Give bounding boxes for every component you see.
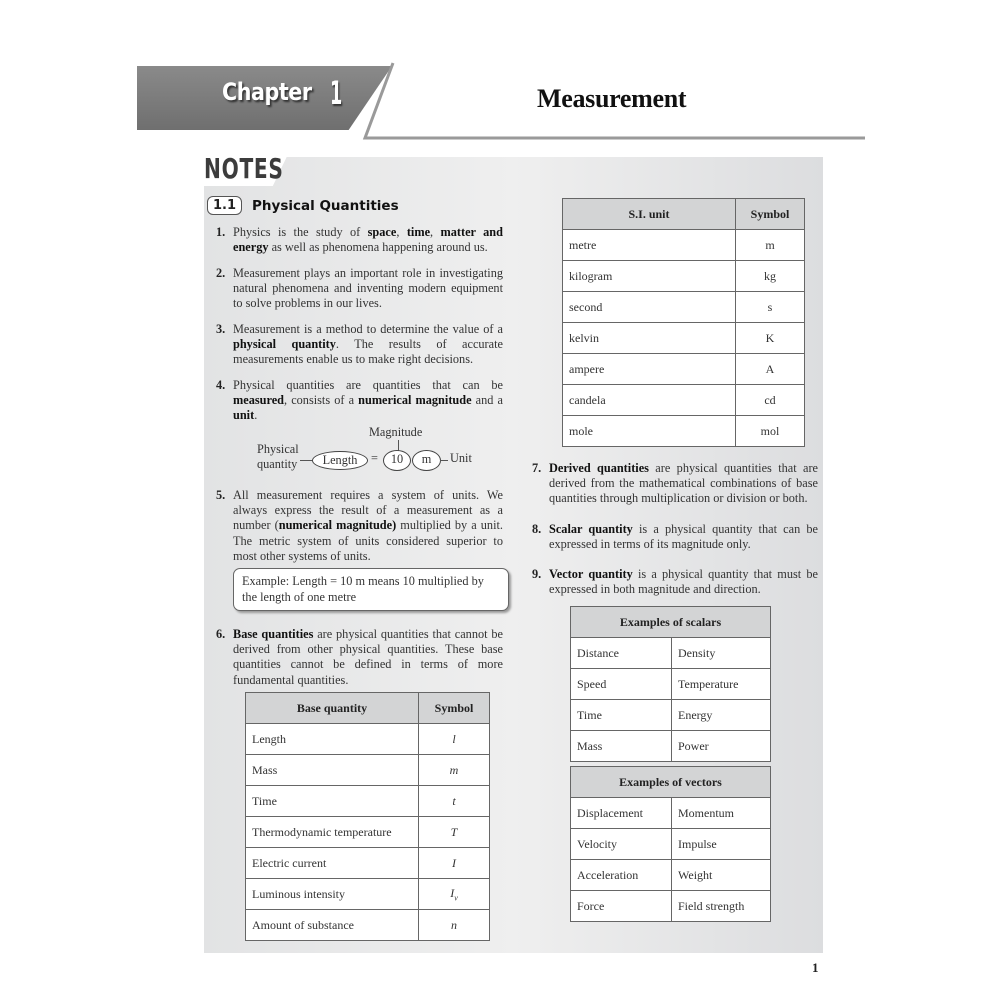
table-row — [246, 848, 490, 879]
table-cell: Mass — [246, 755, 419, 786]
quantity-oval: Length — [312, 451, 368, 470]
table-row — [571, 891, 771, 922]
table-cell: Luminous intensity — [246, 879, 419, 910]
table-row — [571, 638, 771, 669]
table-header: S.I. unit — [563, 199, 736, 230]
table-row — [246, 786, 490, 817]
table-row — [571, 829, 771, 860]
table-cell: Mass — [571, 731, 672, 762]
notes-title: NOTES — [204, 152, 284, 185]
magnitude-label: Magnitude — [369, 425, 423, 439]
physical-quantity-diagram — [255, 425, 495, 475]
chapter-number: 1 — [330, 74, 343, 112]
unit-oval: m — [412, 450, 441, 471]
table-cell: A — [736, 354, 805, 385]
chapter-title: Measurement — [537, 84, 687, 113]
table-cell: Momentum — [672, 798, 771, 829]
table-row — [571, 669, 771, 700]
table-cell: Power — [672, 731, 771, 762]
table-row — [571, 731, 771, 762]
table-header: Symbol — [736, 199, 805, 230]
table-cell: Density — [672, 638, 771, 669]
table-cell: T — [419, 817, 490, 848]
note-item: 2. Measurement plays an important role in investigating natural phenomena and inventing modern equipment to solve problems in our lives. — [216, 266, 503, 311]
table-cell: mole — [563, 416, 736, 447]
table-cell: Speed — [571, 669, 672, 700]
quantity-pointer — [300, 460, 312, 461]
table-cell: Temperature — [672, 669, 771, 700]
equals-sign: = — [371, 451, 378, 465]
table-cell: Energy — [672, 700, 771, 731]
physical-quantity-label: Physical quantity — [257, 442, 299, 471]
table-cell: l — [419, 724, 490, 755]
table-cell: kelvin — [563, 323, 736, 354]
table-cell: m — [736, 230, 805, 261]
table-header-row — [571, 607, 771, 638]
table-cell: Force — [571, 891, 672, 922]
unit-pointer — [440, 460, 448, 461]
si-unit-table — [562, 198, 805, 447]
note-item: 3. Measurement is a method to determine the value of a physical quantity. The results of accurate measurements enable us to make right decisions. — [216, 322, 503, 367]
value-oval: 10 — [383, 450, 411, 471]
table-cell: Displacement — [571, 798, 672, 829]
table-header: Examples of vectors — [571, 767, 771, 798]
table-header-row — [571, 767, 771, 798]
table-cell: metre — [563, 230, 736, 261]
table-row — [563, 385, 805, 416]
table-cell: Weight — [672, 860, 771, 891]
table-cell: second — [563, 292, 736, 323]
table-cell: Impulse — [672, 829, 771, 860]
base-quantity-table — [245, 692, 490, 941]
table-cell: Distance — [571, 638, 672, 669]
section-number: 1.1 — [207, 196, 242, 215]
table-row — [246, 817, 490, 848]
table-row — [571, 860, 771, 891]
section-heading — [207, 196, 399, 215]
table-cell: mol — [736, 416, 805, 447]
note-item: 5. All measurement requires a system of units. We always express the result of a measurement as a number (numerical magnitude) multiplied by a unit. The metric system of units considered superior to most other systems of units. — [216, 488, 503, 563]
chapter-banner — [137, 62, 865, 140]
table-cell: kg — [736, 261, 805, 292]
table-cell: n — [419, 910, 490, 941]
table-row — [563, 292, 805, 323]
table-cell: K — [736, 323, 805, 354]
note-item: 4. Physical quantities are quantities that can be measured, consists of a numerical magnitude and a unit. — [216, 378, 503, 423]
table-cell: s — [736, 292, 805, 323]
table-header: Symbol — [419, 693, 490, 724]
note-item: 7. Derived quantities are physical quantities that are derived from the mathematical combinations of base quantities through multiplication or division or both. — [532, 461, 818, 506]
table-row — [571, 798, 771, 829]
table-cell: cd — [736, 385, 805, 416]
table-row — [563, 416, 805, 447]
table-cell: $I_v$ — [419, 879, 490, 910]
table-row — [571, 700, 771, 731]
table-cell: kilogram — [563, 261, 736, 292]
chapter-label: Chapter — [222, 78, 312, 106]
example-box: Example: Length = 10 m means 10 multiplied by the length of one metre — [233, 568, 509, 611]
table-header: Base quantity — [246, 693, 419, 724]
table-cell: Amount of substance — [246, 910, 419, 941]
table-row — [246, 879, 490, 910]
table-row — [246, 755, 490, 786]
table-cell: Acceleration — [571, 860, 672, 891]
table-cell: Velocity — [571, 829, 672, 860]
table-cell: ampere — [563, 354, 736, 385]
vector-examples-table — [570, 766, 771, 922]
table-cell: Time — [246, 786, 419, 817]
table-cell: candela — [563, 385, 736, 416]
scalar-examples-table — [570, 606, 771, 762]
table-row — [246, 910, 490, 941]
unit-label: Unit — [450, 451, 472, 465]
table-header-row — [563, 199, 805, 230]
section-title: Physical Quantities — [252, 197, 399, 214]
table-header: Examples of scalars — [571, 607, 771, 638]
table-row — [246, 724, 490, 755]
table-row — [563, 354, 805, 385]
table-row — [563, 261, 805, 292]
table-cell: I — [419, 848, 490, 879]
table-cell: Time — [571, 700, 672, 731]
table-header-row — [246, 693, 490, 724]
table-row — [563, 323, 805, 354]
table-cell: Electric current — [246, 848, 419, 879]
table-row — [563, 230, 805, 261]
note-item: 8. Scalar quantity is a physical quantity that can be expressed in terms of its magnitude only. — [532, 522, 818, 552]
table-cell: t — [419, 786, 490, 817]
table-cell: Thermodynamic temperature — [246, 817, 419, 848]
page-number: 1 — [812, 960, 819, 975]
table-cell: Length — [246, 724, 419, 755]
note-item: 6. Base quantities are physical quantities that cannot be derived from other physical quantities. These base quantities cannot be defined in terms of more fundamental quantities. — [216, 627, 503, 687]
table-cell: Field strength — [672, 891, 771, 922]
note-item: 1. Physics is the study of space, time, matter and energy as well as phenomena happening around us. — [216, 225, 503, 255]
table-cell: m — [419, 755, 490, 786]
note-item: 9. Vector quantity is a physical quantity that must be expressed in both magnitude and direction. — [532, 567, 818, 597]
